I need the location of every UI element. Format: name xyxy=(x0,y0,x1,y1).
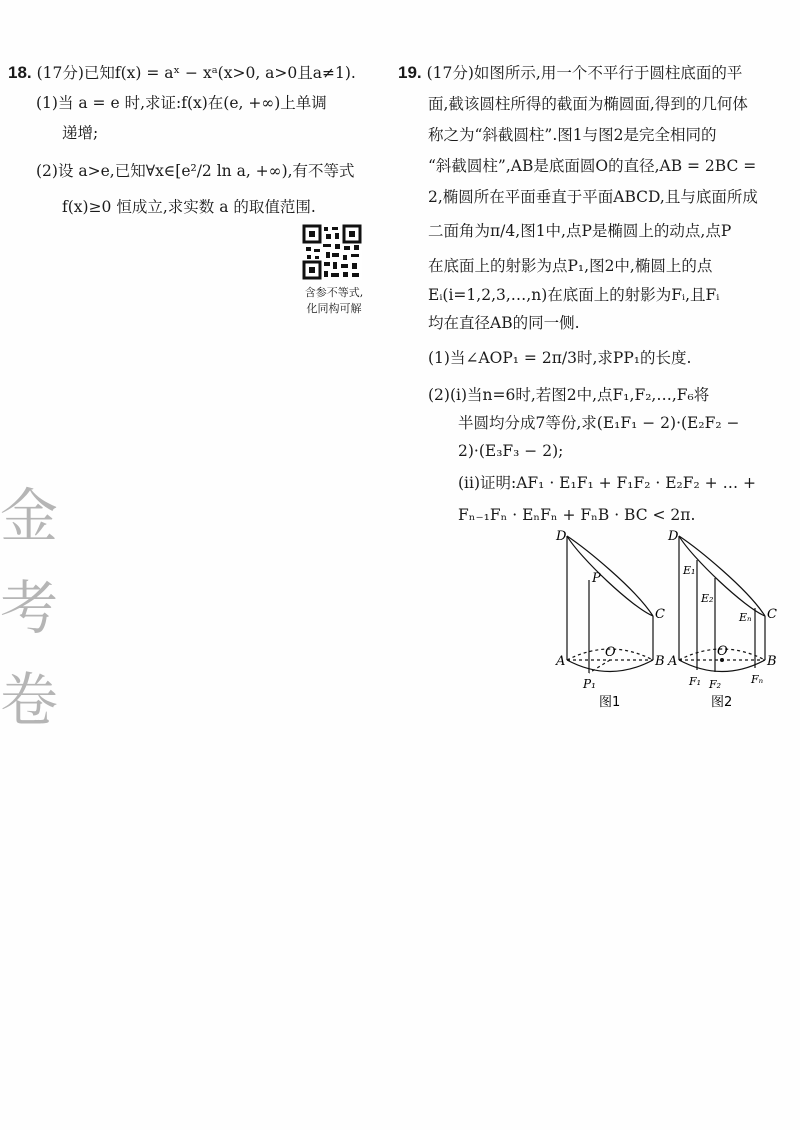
label-O: O xyxy=(605,645,616,660)
q19-text: (17分)如图所示,用一个不平行于圆柱底面的平 xyxy=(426,64,743,82)
qr-caption-line2: 化同构可解 xyxy=(306,302,362,315)
figure-2-caption: 图2 xyxy=(711,695,733,708)
watermark xyxy=(0,470,60,746)
q19-line: “斜截圆柱”,AB是底面圆O的直径,AB = 2BC = xyxy=(428,157,757,175)
label-En: Eₙ xyxy=(739,611,752,624)
q19-line: 2)·(E₃F₃ − 2); xyxy=(458,442,564,460)
label-F2: F₂ xyxy=(709,678,722,691)
q19-line: 半圆均分成7等份,求(E₁F₁ − 2)·(E₂F₂ − xyxy=(458,414,740,432)
watermark-char: 卷 xyxy=(0,666,59,734)
label-P1: P₁ xyxy=(583,677,596,691)
label-A: A xyxy=(556,654,566,669)
label-Fn: Fₙ xyxy=(751,673,764,686)
qr-caption xyxy=(297,285,371,317)
q18-part1: (1)当 a = e 时,求证:f(x)在(e, +∞)上单调 xyxy=(36,94,327,112)
q18-line1 xyxy=(8,62,356,84)
qr-code-icon xyxy=(302,224,362,280)
q18-part2-cont: f(x)≥0 恒成立,求实数 a 的取值范围. xyxy=(62,198,316,216)
q18-intro: (17分)已知f(x) = aˣ − xᵃ(x>0, a>0且a≠1). xyxy=(36,64,356,82)
q19-part1: (1)当∠AOP₁ = 2π/3时,求PP₁的长度. xyxy=(428,349,692,367)
label-C: C xyxy=(655,607,665,622)
label-O: O xyxy=(717,644,728,659)
label-B: B xyxy=(655,654,665,669)
label-E1: E₁ xyxy=(683,564,696,577)
q18-part1-cont: 递增; xyxy=(62,124,99,142)
q19-part2i: (2)(i)当n=6时,若图2中,点F₁,F₂,…,F₆将 xyxy=(428,386,710,404)
watermark-char: 金 xyxy=(0,482,59,550)
q18-number: 18. xyxy=(8,63,32,82)
label-A: A xyxy=(668,654,678,669)
watermark-char: 考 xyxy=(0,574,59,642)
q19-line: Eᵢ(i=1,2,3,…,n)在底面上的射影为Fᵢ,且Fᵢ xyxy=(428,286,720,304)
q19-line0 xyxy=(398,62,742,84)
q19-number: 19. xyxy=(398,63,422,82)
label-D: D xyxy=(556,529,567,544)
q19-line: 称之为“斜截圆柱”.图1与图2是完全相同的 xyxy=(428,126,717,144)
q19-line: Fₙ₋₁Fₙ · EₙFₙ + FₙB · BC < 2π. xyxy=(458,506,696,524)
q18-part2: (2)设 a>e,已知∀x∈[e²/2 ln a, +∞),有不等式 xyxy=(36,162,355,180)
label-B: B xyxy=(767,654,777,669)
label-D: D xyxy=(668,529,679,544)
ellipse-lower xyxy=(567,536,653,616)
q19-part2ii: (ii)证明:AF₁ · E₁F₁ + F₁F₂ · E₂F₂ + … + xyxy=(458,474,756,492)
label-E2: E₂ xyxy=(701,592,714,605)
q19-line: 二面角为π/4,图1中,点P是椭圆上的动点,点P xyxy=(428,222,732,240)
label-C: C xyxy=(767,607,777,622)
ellipse-upper xyxy=(567,536,653,616)
label-F1: F₁ xyxy=(689,675,702,688)
q19-line: 在底面上的射影为点P₁,图2中,椭圆上的点 xyxy=(428,257,713,275)
label-P: P xyxy=(592,571,601,586)
q19-line: 2,椭圆所在平面垂直于平面ABCD,且与底面所成 xyxy=(428,188,758,206)
q19-line: 面,截该圆柱所得的截面为椭圆面,得到的几何体 xyxy=(428,95,748,113)
figure-1-caption: 图1 xyxy=(599,695,621,708)
figure-1 xyxy=(555,528,665,708)
figure-2 xyxy=(667,528,777,708)
qr-caption-line1: 含参不等式, xyxy=(304,286,364,299)
q19-line: 均在直径AB的同一侧. xyxy=(428,314,580,332)
base-front xyxy=(567,660,653,672)
